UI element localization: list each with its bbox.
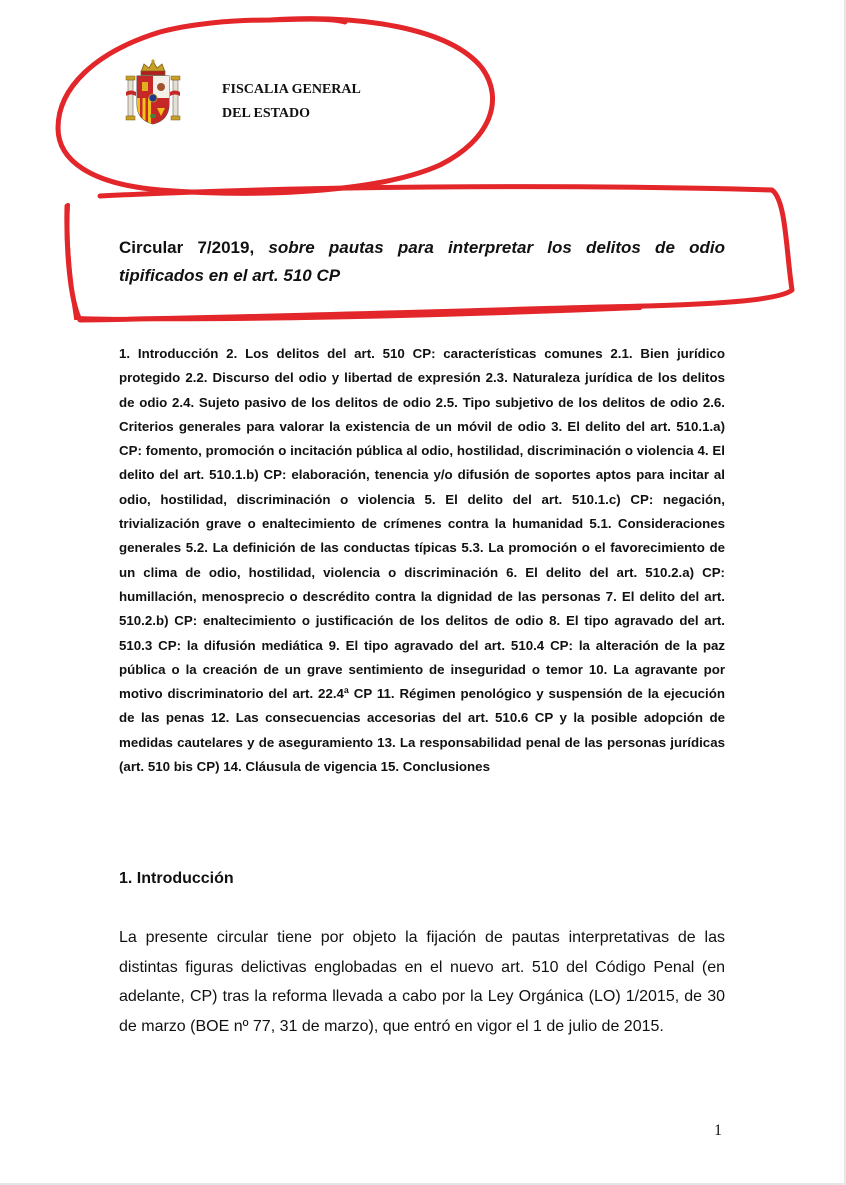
spain-coat-of-arms-icon — [124, 58, 182, 128]
document-title — [119, 234, 725, 290]
title-prefix: Circular 7/2019, — [119, 238, 269, 257]
title-italic: sobre pautas para interpretar los delitos de odio tipificados en el art. 510 CP — [119, 238, 725, 285]
issuing-organization — [222, 78, 361, 126]
page-number: 1 — [714, 1122, 722, 1139]
org-name-line-2: DEL ESTADO — [222, 106, 311, 121]
section-heading: 1. Introducción — [119, 870, 234, 887]
table-of-contents: 1. Introducción 2. Los delitos del art. 510 CP: características comunes 2.1. Bien jurídico protegido 2.2. Discurso del odio y libertad de expresión 2.3. Naturaleza jurídica de los delitos de odio 2.4. Sujeto pasivo de los delitos de odio 2.5. Tipo subjetivo de los delitos de odio 2.6. Criterios generales para valorar la existencia de un móvil de odio 3. El delito del art. 510.1.a) CP: fomento, promoción o incitación pública al odio, hostilidad, discriminación o violencia 4. El delito del art. 510.1.b) CP: elaboración, tenencia y/o difusión de soportes aptos para incitar al odio, hostilidad, discriminación o violencia 5. El delito del art. 510.1.c) CP: negación, trivialización grave o enaltecimiento de crímenes contra la humanidad 5.1. Consideraciones generales 5.2. La definición de las conductas típicas 5.3. La promoción o el favorecimiento de un clima de odio, hostilidad, violencia o discriminación 6. El delito del art. 510.2.a) CP: humillación, menosprecio o descrédito contra la dignidad de las personas 7. El delito del art. 510.2.b) CP: enaltecimiento o justificación de los delitos de odio 8. El tipo agravado del art. 510.3 CP: la difusión mediática 9. El tipo agravado del art. 510.4 CP: la alteración de la paz pública o la creación de un grave sentimiento de inseguridad o temor 10. La agravante por motivo discriminatorio del art. 22.4ª CP 11. Régimen penológico y suspensión de la ejecución de las penas 12. Las consecuencias accesorias del art. 510.6 CP y la posible adopción de medidas cautelares y de aseguramiento 13. La responsabilidad penal de las personas jurídicas (art. 510 bis CP) 14. Cláusula de vigencia 15. Conclusiones — [119, 346, 725, 775]
introduction-paragraph: La presente circular tiene por objeto la fijación de pautas interpretativas de las distintas figuras delictivas englobadas en el nuevo art. 510 del Código Penal (en adelante, CP) tras la reforma llevada a cabo por la Ley Orgánica (LO) 1/2015, de 30 de marzo (BOE nº 77, 31 de marzo), que entró en vigor el 1 de julio de 2015. — [119, 929, 725, 1035]
org-name-line-1: FISCALIA GENERAL — [222, 82, 361, 97]
